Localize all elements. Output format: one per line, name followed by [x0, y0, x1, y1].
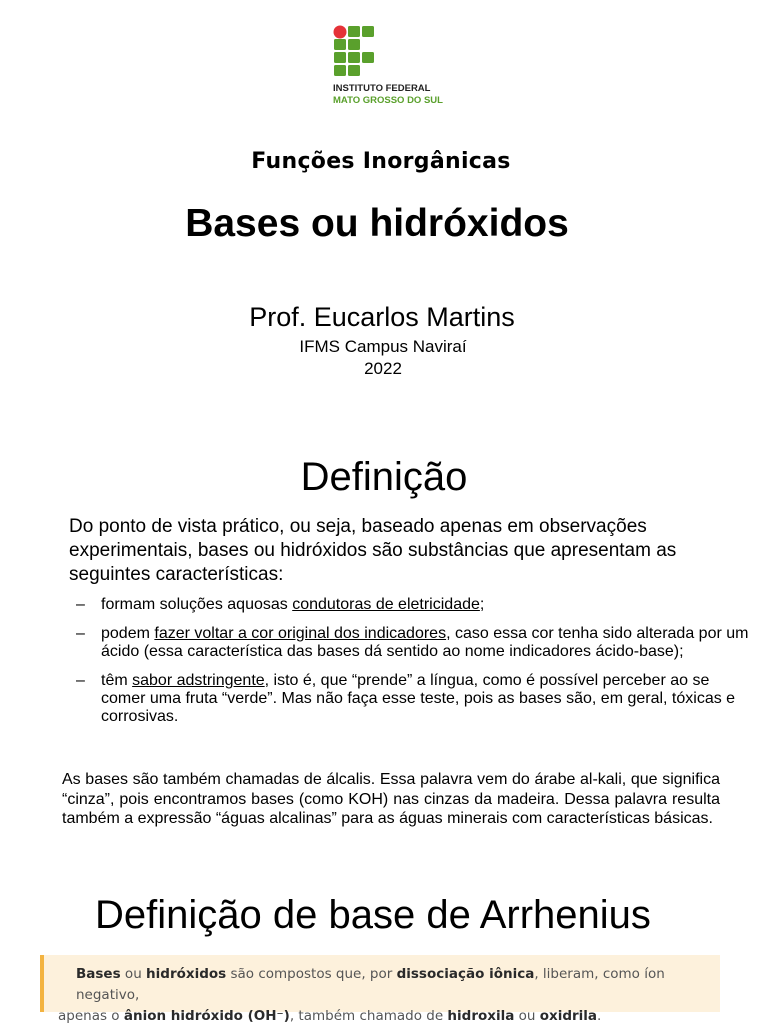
- list-item: [76, 596, 756, 614]
- bullet-underlined: sabor adstringente: [132, 672, 265, 689]
- bullet-text: ;: [479, 596, 485, 613]
- campus-name: IFMS Campus Naviraí: [299, 337, 467, 356]
- page-subtitle: Funções Inorgânicas: [251, 149, 511, 174]
- ifms-logo: [333, 25, 453, 110]
- list-item: [76, 672, 756, 726]
- term-hidroxila: hidroxila: [447, 1008, 515, 1024]
- term-anion-hidroxido: ânion hidróxido (OH⁻): [123, 1008, 290, 1024]
- bullet-dash: –: [76, 596, 85, 613]
- bullet-text: podem: [101, 625, 155, 642]
- term-dissociacao: dissociação iônica: [396, 966, 535, 982]
- callout-text: , liberam, como íon negativo,: [76, 966, 665, 1003]
- bullet-text: têm: [101, 672, 133, 689]
- list-item: [76, 625, 756, 661]
- term-hidroxidos: hidróxidos: [146, 966, 227, 982]
- callout-text: apenas o: [58, 1008, 124, 1024]
- logo-line-state: MATO GROSSO DO SUL: [333, 95, 443, 106]
- callout-text: são compostos que, por: [226, 966, 397, 982]
- arrhenius-definition-callout: [40, 955, 720, 1024]
- term-bases: Bases: [76, 966, 121, 982]
- logo-line-institute: INSTITUTO FEDERAL: [333, 83, 431, 94]
- bullet-dash: –: [76, 625, 85, 642]
- page-title: Bases ou hidróxidos: [185, 202, 569, 245]
- year: 2022: [364, 359, 402, 378]
- bullet-text: , isto é, que “prende” a língua, como é possível perceber ao se comer uma fruta “verde”. Mas não faça esse teste, pois as bases são, em geral, tóxicas e corrosivas.: [101, 672, 736, 725]
- definition-heading: Definição: [300, 455, 468, 499]
- bullet-underlined: condutoras de eletricidade: [292, 596, 480, 613]
- bullet-dash: –: [76, 672, 85, 689]
- term-oxidrila: oxidrila: [539, 1008, 598, 1024]
- bullet-text: , caso essa cor tenha sido alterada por um ácido (essa característica das bases dá sentido ao nome indicadores ácido-base);: [101, 625, 749, 660]
- definition-intro: Do ponto de vista prático, ou seja, baseado apenas em observações experimentais, bases ou hidróxidos são substâncias que apresentam as seguintes características:: [69, 516, 677, 585]
- bullet-text: formam soluções aquosas: [101, 596, 293, 613]
- ifms-logo-mark: [333, 25, 377, 79]
- callout-line-2: [58, 1008, 601, 1024]
- callout-text: , também chamado de: [289, 1008, 448, 1024]
- alkali-paragraph: As bases são também chamadas de álcalis. Essa palavra vem do árabe al-kali, que significa “cinza”, pois encontramos bases (como KOH) nas cinzas da madeira. Dessa palavra resulta também a expressão “águas alcalinas” para as águas minerais com características básicas.: [62, 771, 720, 827]
- ifms-logo-text: [333, 83, 453, 107]
- arrhenius-heading: Definição de base de Arrhenius: [95, 893, 651, 937]
- bullet-underlined: fazer voltar a cor original dos indicadores: [154, 625, 447, 642]
- callout-text: ou: [514, 1008, 540, 1024]
- callout-line-1: [58, 964, 708, 1006]
- callout-text: ou: [120, 966, 147, 982]
- characteristics-list: [76, 596, 756, 737]
- callout-text: .: [597, 1008, 602, 1024]
- author-name: Prof. Eucarlos Martins: [249, 302, 515, 332]
